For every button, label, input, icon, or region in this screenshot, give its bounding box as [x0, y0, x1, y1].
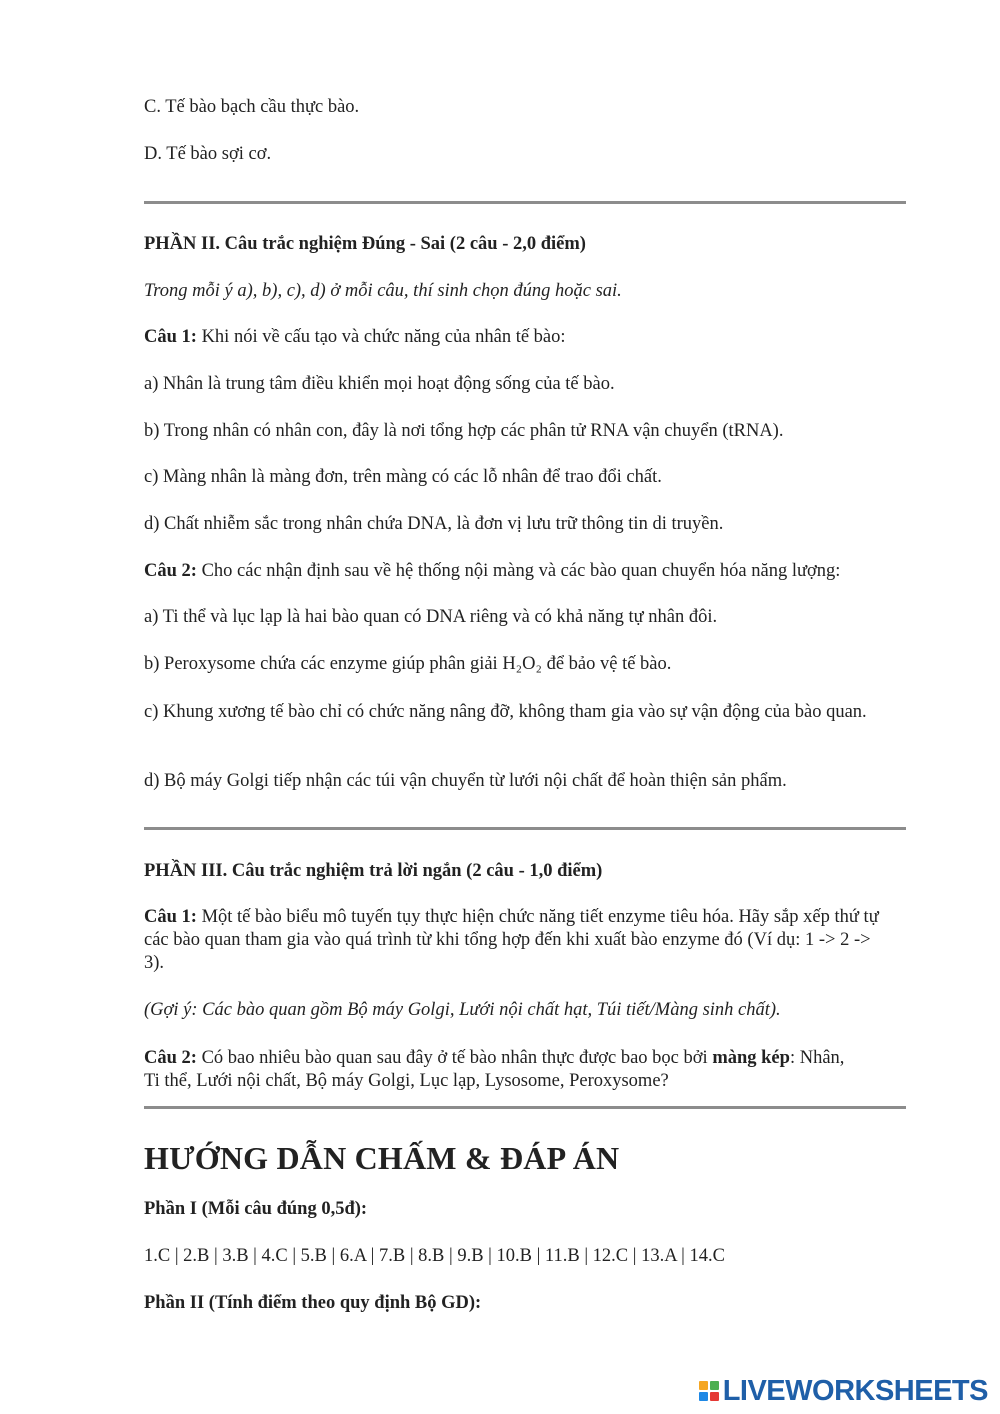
question-text: Một tế bào biểu mô tuyến tụy thực hiện chức năng tiết enzyme tiêu hóa. Hãy sắp xếp thứ tự các bào quan tham gia vào quá trình từ khi tổng hợp đến khi xuất bào enzyme đó (Ví dụ: 1 -> 2 -> 3). [144, 907, 879, 973]
option-d: D. Tế bào sợi cơ. [144, 144, 272, 164]
question-label: Câu 2: [144, 561, 197, 581]
question-text: Cho các nhận định sau về hệ thống nội màng và các bào quan chuyển hóa năng lượng: [196, 561, 841, 581]
question-label: Câu 2: [144, 1048, 197, 1068]
part2-instruction: Trong mỗi ý a), b), c), d) ở mỗi câu, thí sinh chọn đúng hoặc sai. [144, 281, 622, 301]
question-label: Câu 1: [144, 327, 197, 347]
logo-square-orange [699, 1381, 708, 1390]
question-text: Có bao nhiêu bào quan sau đây ở tế bào nhân thực được bao bọc bởi [196, 1048, 713, 1068]
part3-q1 [144, 906, 894, 975]
part2-q2-stem [144, 560, 906, 583]
part2-q1-stem [144, 326, 906, 349]
part2-q1-b: b) Trong nhân có nhân con, đây là nơi tổng hợp các phân tử RNA vận chuyển (tRNA). [144, 421, 784, 441]
part2-q2-b: b) Peroxysome chứa các enzyme giúp phân giải H₂O₂ để bảo vệ tế bào. [144, 654, 672, 674]
divider-2 [144, 827, 906, 830]
liveworksheets-logo [699, 1376, 988, 1406]
option-c: C. Tế bào bạch cầu thực bào. [144, 97, 360, 117]
divider-1 [144, 201, 906, 204]
logo-square-blue [699, 1392, 708, 1401]
part2-q2-a: a) Ti thể và lục lạp là hai bào quan có DNA riêng và có khả năng tự nhân đôi. [144, 607, 718, 627]
question-text-end: : Nhân, Ti thể, Lưới nội chất, Bộ máy Golgi, Lục lạp, Lysosome, Peroxysome? [144, 1048, 845, 1091]
answer-key-title: HƯỚNG DẪN CHẤM & ĐÁP ÁN [144, 1140, 620, 1176]
part2-q1-c: c) Màng nhân là màng đơn, trên màng có các lỗ nhân để trao đổi chất. [144, 467, 662, 487]
part2-q2-c: c) Khung xương tế bào chỉ có chức năng nâng đỡ, không tham gia vào sự vận động của bào quan. [144, 702, 867, 722]
part3-heading: PHẦN III. Câu trắc nghiệm trả lời ngắn (2 câu - 1,0 điểm) [144, 861, 603, 881]
question-label: Câu 1: [144, 907, 197, 927]
answers-part2-heading: Phần II (Tính điểm theo quy định Bộ GD): [144, 1293, 482, 1313]
part3-q1-hint: (Gợi ý: Các bào quan gồm Bộ máy Golgi, Lưới nội chất hạt, Túi tiết/Màng sinh chất). [144, 1000, 781, 1020]
answers-part1-heading: Phần I (Mỗi câu đúng 0,5đ): [144, 1199, 368, 1219]
part2-q1-d: d) Chất nhiễm sắc trong nhân chứa DNA, là đơn vị lưu trữ thông tin di truyền. [144, 514, 724, 534]
divider-3 [144, 1106, 906, 1109]
logo-mark-icon [699, 1381, 719, 1401]
logo-text: LIVEWORKSHEETS [722, 1375, 988, 1407]
part2-q2-d: d) Bộ máy Golgi tiếp nhận các túi vận chuyển từ lưới nội chất để hoàn thiện sản phẩm. [144, 771, 787, 791]
answers-part1-keys: 1.C | 2.B | 3.B | 4.C | 5.B | 6.A | 7.B | 8.B | 9.B | 10.B | 11.B | 12.C | 13.A | 14.C [144, 1246, 725, 1266]
part2-q1-a: a) Nhân là trung tâm điều khiển mọi hoạt động sống của tế bào. [144, 374, 615, 394]
logo-square-red [710, 1392, 719, 1401]
logo-square-green [710, 1381, 719, 1390]
emphasis-text: màng kép [712, 1048, 790, 1068]
question-text: Khi nói về cấu tạo và chức năng của nhân tế bào: [196, 327, 566, 347]
part2-heading: PHẦN II. Câu trắc nghiệm Đúng - Sai (2 câu - 2,0 điểm) [144, 234, 586, 254]
part3-q2 [144, 1047, 864, 1093]
